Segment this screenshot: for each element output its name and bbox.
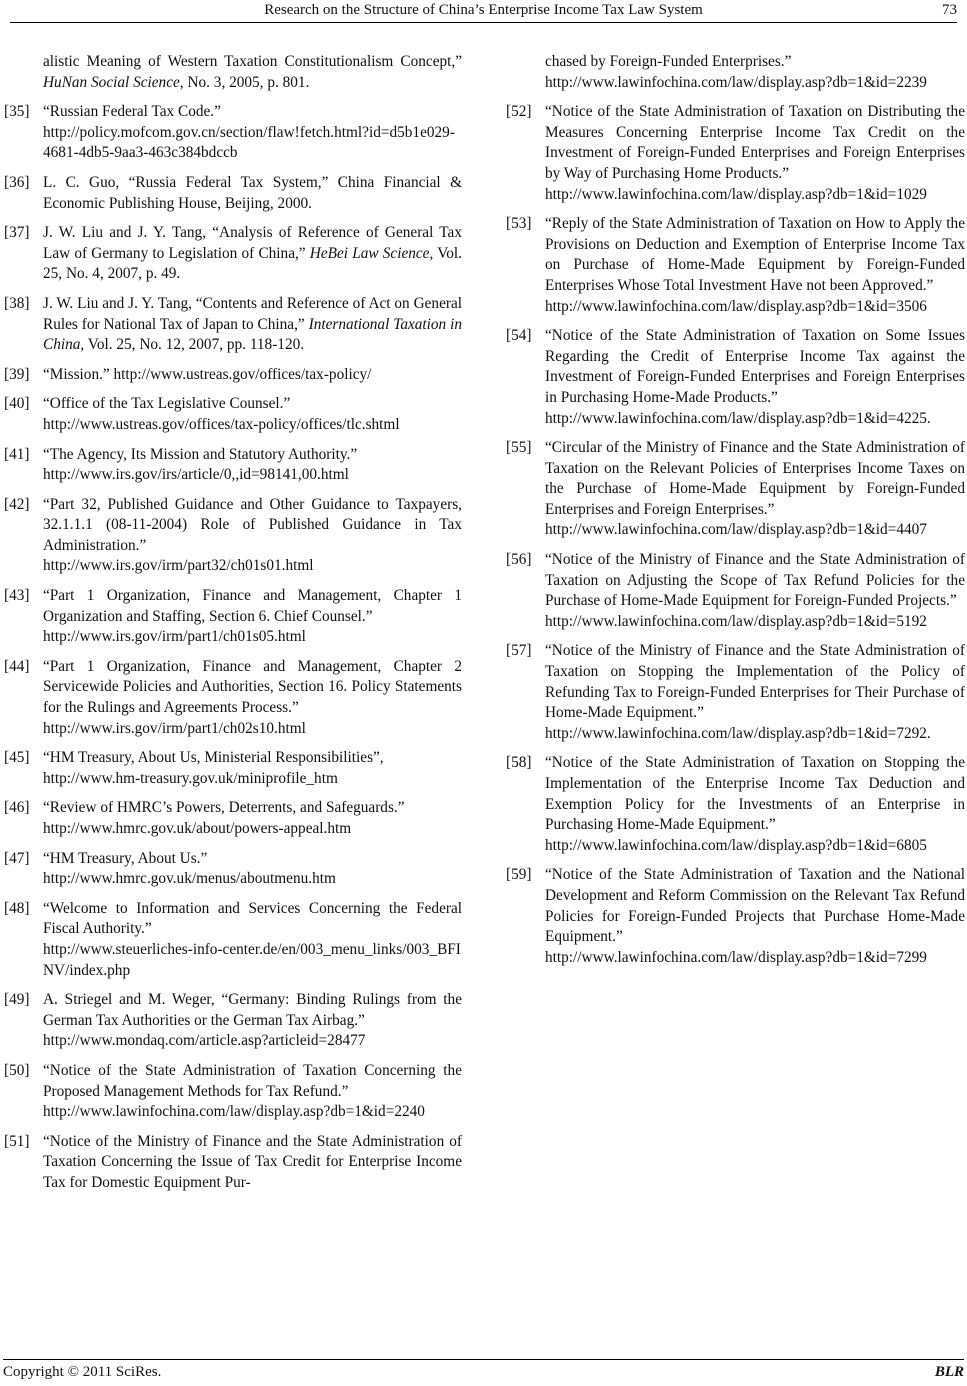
reference-number: [52]	[506, 103, 532, 121]
reference-text-segment: “Part 1 Organization, Finance and Management, Chapter 2 Servicewide Policies and Authorities, Section 16. Policy Statements for the Rulings and Agreements Process.”	[43, 657, 462, 717]
reference-url: http://www.mondaq.com/article.asp?articleid=28477	[43, 1032, 366, 1050]
reference-text	[43, 586, 462, 648]
reference-number: [47]	[4, 849, 30, 867]
reference-number: [44]	[4, 657, 30, 675]
reference-entry	[4, 899, 462, 981]
reference-number: [35]	[4, 103, 30, 121]
reference-entry	[4, 52, 462, 93]
reference-text-segment: “Welcome to Information and Services Concerning the Federal Fiscal Authority.”	[43, 899, 462, 938]
reference-entry	[4, 586, 462, 648]
reference-text-segment: L. C. Guo, “Russia Federal Tax System,” China Financial & Economic Publishing House, Beijing, 2000.	[43, 173, 462, 212]
reference-text-segment: “Notice of the State Administration of Taxation on Stopping the Implementation of the Enterprise Income Tax Deduction and Exemption Policy for the Investments of an Enterprise in Purchasing Home-Made Equipment.”	[545, 754, 965, 834]
reference-text-segment: “Notice of the State Administration of Taxation and the National Development and Reform Commission on the Relevant Tax Refund Policies for Foreign-Funded Projects that Purchase Home-Made Equipment.”	[545, 866, 965, 946]
reference-text-segment: “HM Treasury, About Us, Ministerial Responsibilities”,	[43, 749, 384, 767]
reference-number: [54]	[506, 327, 532, 345]
reference-text	[43, 748, 462, 789]
reference-text	[43, 495, 462, 577]
reference-url: http://www.irs.gov/irm/part32/ch01s01.html	[43, 557, 314, 575]
reference-text	[43, 1061, 462, 1123]
reference-text	[545, 641, 965, 744]
reference-url: http://www.ustreas.gov/offices/tax-policy/offices/tlc.shtml	[43, 415, 400, 433]
reference-url: http://www.irs.gov/irm/part1/ch01s05.html	[43, 628, 306, 646]
reference-number: [58]	[506, 754, 532, 772]
reference-text-segment: “Notice of the State Administration of Taxation Concerning the Proposed Management Methods for Tax Refund.”	[43, 1061, 462, 1100]
reference-text-segment: “Notice of the State Administration of Taxation on Distributing the Measures Concerning Enterprise Income Tax Credit on the Investment of Foreign-Funded Enterprises and Foreign Enterprises by Way of Purchasing Home Products.”	[545, 103, 965, 182]
reference-url: http://www.hmrc.gov.uk/menus/aboutmenu.htm	[43, 870, 336, 888]
reference-url: http://www.hmrc.gov.uk/about/powers-appeal.htm	[43, 820, 352, 837]
reference-text	[545, 865, 965, 968]
reference-number: [37]	[4, 224, 30, 242]
reference-text-segment: “The Agency, Its Mission and Statutory Authority.”	[43, 445, 358, 463]
reference-text-segment: “Office of the Tax Legislative Counsel.”	[43, 395, 291, 413]
reference-entry	[506, 438, 965, 541]
reference-url: http://www.irs.gov/irs/article/0,,id=98141,00.html	[43, 466, 349, 484]
reference-text-segment: “Notice of the Ministry of Finance and the State Administration of Taxation Concerning the Issue of Tax Credit for Enterprise Income Tax for Domestic Equipment Pur-	[43, 1132, 462, 1191]
reference-number: [55]	[506, 439, 532, 457]
copyright-notice: Copyright © 2011 SciRes.	[3, 1364, 162, 1380]
reference-text-segment: “Notice of the Ministry of Finance and the State Administration of Taxation on Adjusting the Scope of Tax Refund Policies for the Purchase of Home-Made Equipment for Foreign-Funded Projects.”	[545, 551, 965, 610]
reference-text	[43, 445, 462, 486]
reference-text-segment: , Vol. 25, No. 4, 2007, p. 49.	[43, 244, 463, 283]
journal-abbreviation: BLR	[934, 1364, 964, 1380]
reference-entry	[506, 102, 965, 205]
running-header	[10, 0, 957, 23]
reference-entry	[506, 865, 965, 968]
reference-url: http://www.lawinfochina.com/law/display.asp?db=1&id=4407	[545, 521, 927, 539]
reference-number: [56]	[506, 551, 532, 569]
reference-text	[43, 899, 462, 981]
reference-url: http://www.lawinfochina.com/law/display.asp?db=1&id=1029	[545, 185, 927, 203]
reference-text-segment: “HM Treasury, About Us.”	[43, 849, 208, 867]
reference-entry	[4, 173, 462, 214]
reference-text	[43, 1132, 462, 1194]
reference-text-segment: “Review of HMRC’s Powers, Deterrents, and Safeguards.”	[43, 799, 405, 817]
reference-text	[43, 394, 462, 435]
page-footer	[3, 1359, 964, 1386]
references-right-column	[506, 52, 965, 977]
reference-number: [59]	[506, 866, 532, 884]
reference-number: [50]	[4, 1061, 30, 1079]
reference-number: [46]	[4, 799, 30, 817]
reference-text-segment: “Part 1 Organization, Finance and Management, Chapter 1 Organization and Staffing, Section 6. Chief Counsel.”	[43, 587, 462, 625]
reference-text-segment: J. W. Liu and J. Y. Tang, “Analysis of Reference of General Tax Law of Germany to Legislation of China,”	[43, 224, 462, 262]
reference-entry	[506, 550, 965, 632]
reference-text	[545, 438, 965, 541]
reference-url: http://www.steuerliches-info-center.de/en/003_menu_links/003_BFINV/index.php	[43, 940, 461, 979]
reference-number: [48]	[4, 899, 30, 917]
reference-text-segment: “Notice of the State Administration of Taxation on Some Issues Regarding the Credit of Enterprise Income Tax against the Investment of Foreign-Funded Enterprises and Foreign Enterprises in Purchasing Home-Made Products.”	[545, 327, 965, 406]
reference-entry	[4, 657, 462, 739]
reference-entry	[506, 214, 965, 317]
reference-text	[545, 550, 965, 632]
reference-text-segment: “Circular of the Ministry of Finance and the State Administration of Taxation on the Relevant Policies of Enterprises Income Taxes on the Purchase of Home-Made Equipment by Foreign-Funded Enterprises and Foreign Enterprises.”	[545, 439, 965, 518]
reference-source-title: HeBei Law Science	[309, 244, 430, 262]
reference-text	[43, 657, 462, 739]
reference-source-title: HuNan Social Science	[43, 73, 180, 91]
reference-text-segment: “Mission.” http://www.ustreas.gov/offices/tax-policy/	[43, 365, 372, 383]
reference-text	[545, 753, 965, 856]
reference-url: http://policy.mofcom.gov.cn/section/flaw!fetch.html?id=d5b1e029-4681-4db5-9aa3-463c384bdccb	[43, 123, 455, 162]
reference-text-segment: “Reply of the State Administration of Taxation on How to Apply the Provisions on Deduction and Exemption of Enterprise Income Tax on Purchase of Home-Made Equipment by Foreign-Funded Enterprises Whose Total Investment Have not been Approved.”	[545, 215, 965, 294]
reference-url: http://www.lawinfochina.com/law/display.asp?db=1&id=4225.	[545, 409, 931, 427]
reference-entry	[506, 52, 965, 93]
reference-url: http://www.lawinfochina.com/law/display.asp?db=1&id=3506	[545, 297, 927, 315]
reference-number: [51]	[4, 1132, 30, 1150]
reference-entry	[4, 1061, 462, 1123]
reference-text	[43, 52, 462, 93]
reference-text	[43, 102, 462, 164]
reference-url: http://www.irs.gov/irm/part1/ch02s10.html	[43, 719, 306, 737]
reference-text	[43, 990, 462, 1052]
reference-entry	[4, 748, 462, 789]
reference-text	[43, 173, 462, 214]
reference-entry	[506, 641, 965, 744]
reference-text	[43, 365, 462, 386]
reference-url: http://www.lawinfochina.com/law/display.asp?db=1&id=6805	[545, 836, 927, 854]
reference-number: [57]	[506, 642, 532, 660]
reference-entry	[4, 294, 462, 356]
reference-url: http://www.lawinfochina.com/law/display.asp?db=1&id=2239	[545, 73, 927, 91]
reference-entry	[4, 365, 462, 386]
reference-entry	[4, 495, 462, 577]
reference-url: http://www.lawinfochina.com/law/display.asp?db=1&id=5192	[545, 612, 927, 630]
reference-entry	[4, 1132, 462, 1194]
reference-text	[545, 326, 965, 429]
reference-number: [39]	[4, 365, 30, 383]
reference-text-segment: , No. 3, 2005, p. 801.	[179, 73, 310, 91]
reference-text-segment: “Russian Federal Tax Code.”	[43, 103, 221, 121]
reference-text	[545, 102, 965, 205]
reference-entry	[4, 798, 462, 839]
reference-entry	[506, 326, 965, 429]
reference-entry	[4, 223, 462, 285]
reference-number: [36]	[4, 173, 30, 191]
reference-text-segment: “Notice of the Ministry of Finance and the State Administration of Taxation on Stopping the Implementation of the Policy of Refunding Tax to Foreign-Funded Enterprises for Their Purchase of Home-Made Equipment.”	[545, 642, 965, 722]
reference-number: [49]	[4, 991, 30, 1009]
reference-text-segment: A. Striegel and M. Weger, “Germany: Binding Rulings from the German Tax Authorities or the German Tax Airbag.”	[43, 991, 462, 1029]
reference-number: [41]	[4, 445, 30, 463]
reference-entry	[4, 102, 462, 164]
reference-number: [53]	[506, 215, 532, 233]
reference-number: [43]	[4, 587, 30, 605]
reference-entry	[4, 990, 462, 1052]
reference-number: [40]	[4, 395, 30, 413]
reference-text-segment: alistic Meaning of Western Taxation Constitutionalism Concept,”	[43, 53, 462, 70]
reference-url: http://www.hm-treasury.gov.uk/miniprofile_htm	[43, 769, 338, 787]
reference-url: http://www.lawinfochina.com/law/display.asp?db=1&id=7292.	[545, 724, 931, 742]
reference-text	[545, 214, 965, 317]
reference-url: http://www.lawinfochina.com/law/display.asp?db=1&id=7299	[545, 948, 927, 966]
reference-text-segment: J. W. Liu and J. Y. Tang, “Contents and Reference of Act on General Rules for National Tax of Japan to China,”	[43, 294, 462, 333]
reference-entry	[4, 849, 462, 890]
reference-number: [45]	[4, 749, 30, 767]
reference-text	[43, 223, 462, 285]
reference-entry	[4, 394, 462, 435]
reference-text-segment: , Vol. 25, No. 12, 2007, pp. 118-120.	[80, 336, 305, 354]
reference-text	[43, 849, 462, 890]
reference-number: [38]	[4, 294, 30, 312]
reference-text	[43, 294, 462, 356]
page-number: 73	[942, 2, 957, 18]
reference-url: http://www.lawinfochina.com/law/display.asp?db=1&id=2240	[43, 1103, 425, 1121]
reference-text-segment: chased by Foreign-Funded Enterprises.”	[545, 53, 792, 70]
reference-text	[545, 52, 965, 93]
reference-entry	[4, 445, 462, 486]
reference-text-segment: “Part 32, Published Guidance and Other Guidance to Taxpayers, 32.1.1.1 (08-11-2004) Role of Published Guidance in Tax Administration.”	[43, 495, 462, 554]
reference-entry	[506, 753, 965, 856]
reference-text	[43, 798, 462, 839]
running-title: Research on the Structure of China’s Enterprise Income Tax Law System	[264, 2, 703, 18]
reference-source-title: International Taxation in China	[43, 315, 462, 354]
references-left-column	[4, 52, 462, 1203]
reference-number: [42]	[4, 495, 30, 513]
